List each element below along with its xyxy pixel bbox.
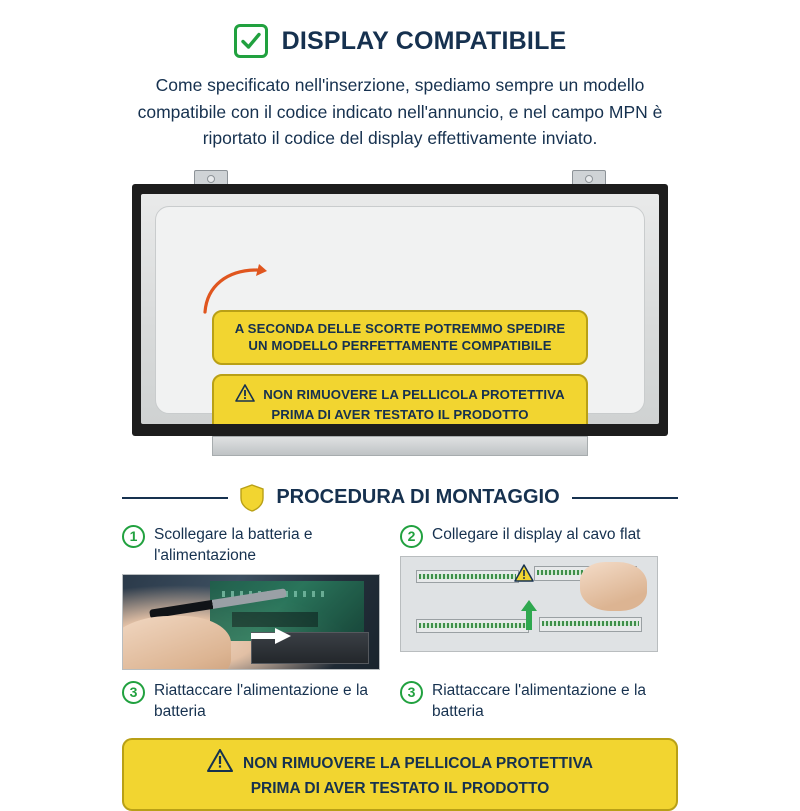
page-title: DISPLAY COMPATIBILE xyxy=(281,26,567,55)
white-arrow-icon xyxy=(251,628,291,644)
step-text: Collegare il display al cavo flat xyxy=(432,525,641,543)
fingers-shape xyxy=(580,562,647,611)
procedure-title: PROCEDURA DI MONTAGGIO xyxy=(276,486,560,509)
film-warning-banner xyxy=(212,374,588,424)
step-text: Riattaccare l'alimentazione e la batteria xyxy=(432,681,647,721)
footer-warning-line2: PRIMA DI AVER TESTATO IL PRODOTTO xyxy=(250,779,550,797)
step-number-badge: 2 xyxy=(400,525,423,548)
compatibility-banner-line1: A SECONDA DELLE SCORTE POTREMMO SPEDIRE xyxy=(234,320,566,336)
warning-triangle-icon xyxy=(514,564,534,587)
panel-surface xyxy=(141,194,659,424)
footer-warning-line1: NON RIMUOVERE LA PELLICOLA PROTETTIVA xyxy=(243,754,593,772)
step-text: Riattaccare l'alimentazione e la batteria xyxy=(154,681,369,721)
step-column-2 xyxy=(400,524,658,670)
step-column-4 xyxy=(400,680,658,722)
procedure-steps-top xyxy=(122,524,678,670)
shield-icon xyxy=(240,484,264,512)
step-number-badge: 3 xyxy=(400,681,423,704)
rule-right xyxy=(572,497,678,499)
step-column-3 xyxy=(122,680,380,722)
display-compatible-header xyxy=(122,24,678,58)
procedure-steps-bottom xyxy=(122,680,678,722)
step-number-badge: 1 xyxy=(122,525,145,548)
flat-cable-connector-photo xyxy=(400,556,658,652)
laptop-internals-photo xyxy=(122,574,380,670)
rule-left xyxy=(122,497,228,499)
green-check-box-icon xyxy=(234,24,268,58)
hand-shape xyxy=(122,616,231,670)
procedure-section-header xyxy=(122,484,678,512)
content-column xyxy=(122,0,678,800)
flat-cable-strip xyxy=(416,570,518,583)
compatibility-banner xyxy=(212,310,588,365)
panel-bezel xyxy=(132,184,668,436)
curved-arrow-icon xyxy=(201,262,271,314)
right-margin-band xyxy=(678,0,800,800)
connector-socket-lower xyxy=(539,617,641,632)
film-warning-line1: NON RIMUOVERE LA PELLICOLA PROTETTIVA xyxy=(263,387,565,403)
step-column-1 xyxy=(122,524,380,670)
intro-paragraph: Come specificato nell'inserzione, spediamo sempre un modello compatibile con il codice indicato nell'annuncio, e nel campo MPN è riportato il codice del display effettivamente inviato. xyxy=(137,75,663,149)
left-margin-band xyxy=(0,0,122,800)
film-warning-line2: PRIMA DI AVER TESTATO IL PRODOTTO xyxy=(271,407,529,423)
compatibility-banner-line2: UN MODELLO PERFETTAMENTE COMPATIBILE xyxy=(248,338,552,354)
green-up-arrow-icon xyxy=(521,600,537,630)
step-number-badge: 3 xyxy=(122,681,145,704)
flat-cable-strip-lower xyxy=(416,619,529,633)
panel-bottom-strip xyxy=(212,436,588,456)
display-panel-illustration xyxy=(132,170,668,470)
warning-triangle-icon xyxy=(207,749,233,779)
warning-triangle-icon xyxy=(235,384,255,406)
step-text: Scollegare la batteria e l'alimentazione xyxy=(154,525,313,564)
